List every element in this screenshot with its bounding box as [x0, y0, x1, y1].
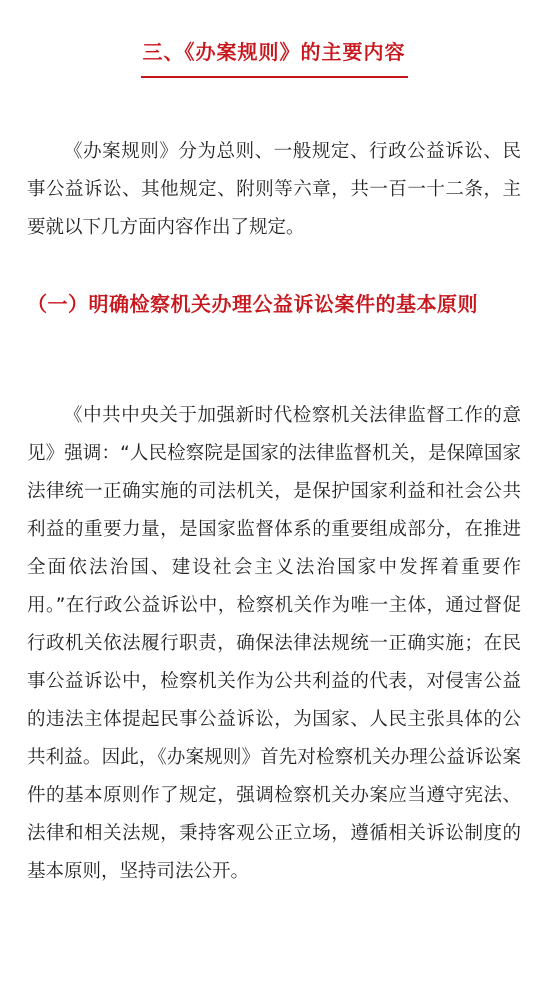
- subheading-basic-principles: （一）明确检察机关办理公益诉讼案件的基本原则: [27, 292, 478, 316]
- section-title: 三、《办案规则》的主要内容: [141, 38, 408, 78]
- section-title-container: [0, 38, 548, 78]
- body-paragraph: 《中共中央关于加强新时代检察机关法律监督工作的意见》强调：“人民检察院是国家的法律监督机关，是保障国家法律统一正确实施的司法机关，是保护国家利益和社会公共利益的重要力量，是国家监督体系的重要组成部分，在推进全面依法治国、建设社会主义法治国家中发挥着重要作用。”在行政公益诉讼中，检察机关作为唯一主体，通过督促行政机关依法履行职责，确保法律法规统一正确实施；在民事公益诉讼中，检察机关作为公共利益的代表，对侵害公益的违法主体提起民事公益诉讼，为国家、人民主张具体的公共利益。因此，《办案规则》首先对检察机关办理公益诉讼案件的基本原则作了规定，强调检察机关办案应当遵守宪法、法律和相关法规，秉持客观公正立场，遵循相关诉讼制度的基本原则，坚持司法公开。: [27, 405, 521, 882]
- intro-paragraph: 《办案规则》分为总则、一般规定、行政公益诉讼、民事公益诉讼、其他规定、附则等六章，共一百一十二条，主要就以下几方面内容作出了规定。: [27, 141, 521, 238]
